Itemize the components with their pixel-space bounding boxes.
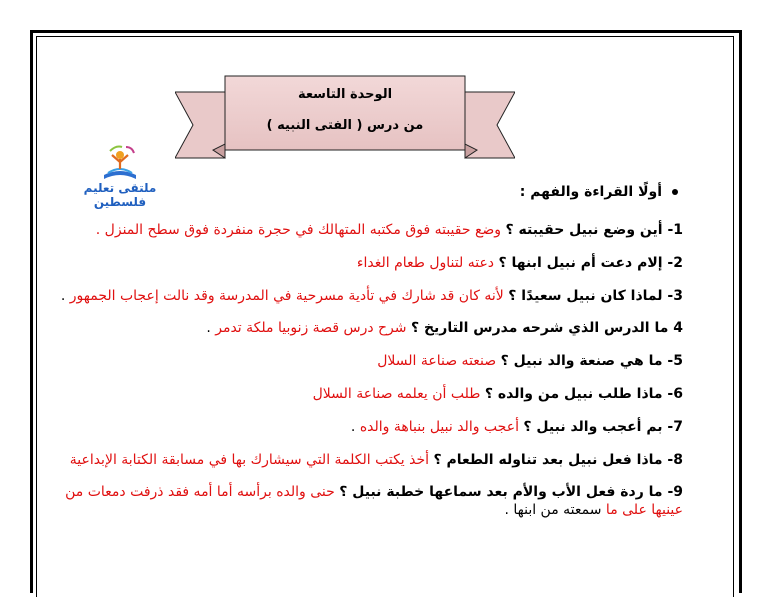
question-text: 3- لماذا كان نبيل سعيدًا ؟: [508, 287, 683, 304]
question-item: [50, 483, 683, 519]
question-item: [50, 418, 683, 436]
unit-title: الوحدة التاسعة: [297, 87, 393, 102]
site-logo: [60, 143, 180, 209]
answer-text: صنعته صناعة السلال: [377, 353, 497, 370]
lesson-subtitle: من درس ( الفتى النبيه ): [266, 118, 424, 133]
question-text: 5- ما هي صنعة والد نبيل ؟: [500, 353, 683, 370]
question-text: 7- بم أعجب والد نبيل ؟: [523, 418, 683, 435]
ribbon-banner-shape: [175, 58, 515, 168]
book-with-person-logo-icon: [60, 143, 180, 183]
question-text: 9- ما ردة فعل الأب والأم بعد سماعها خطبة نبيل ؟: [339, 484, 683, 501]
question-text: 8- ماذا فعل نبيل بعد تناوله الطعام ؟: [433, 451, 683, 468]
question-item: [50, 221, 683, 239]
question-text: 4 ما الدرس الذي شرحه مدرس التاريخ ؟: [410, 320, 683, 337]
answer-text: وضع حقيبته فوق مكتبه المتهالك في حجرة منفردة فوق سطح المنزل .: [95, 222, 502, 238]
answer-tail: .: [206, 320, 216, 337]
questions-list: [50, 221, 683, 534]
question-text: 1- أين وضع نبيل حقيبته ؟: [505, 222, 683, 238]
title-banner: [175, 58, 515, 168]
answer-text: طلب أن يعلمه صناعة السلال: [312, 385, 481, 402]
logo-text: ملتقى تعليم فلسطين: [83, 181, 157, 209]
question-item: [50, 451, 683, 469]
answer-text: شرح درس قصة زنوبيا ملكة تدمر: [215, 320, 407, 337]
answer-text: أعجب والد نبيل بنباهة والده: [359, 418, 519, 435]
question-text: 6- ماذا طلب نبيل من والده ؟: [484, 385, 683, 402]
question-item: [50, 254, 683, 272]
answer-text: لأنه كان قد شارك في تأدية مسرحية في المدرسة وقد نالت إعجاب الجمهور: [69, 287, 504, 304]
bullet-icon: [672, 189, 678, 195]
answer-text: أخذ يكتب الكلمة التي سيشارك بها في مسابقة الكتابة الإبداعية: [69, 451, 430, 468]
answer-tail: .: [350, 418, 360, 435]
answer-tail: سمعته من ابنها .: [504, 502, 606, 519]
section-heading-text: أولًا القراءة والفهم :: [519, 184, 662, 200]
question-item: [50, 385, 683, 403]
section-heading: [520, 184, 678, 200]
question-item: [50, 352, 683, 370]
question-item: [50, 287, 683, 305]
answer-text: حنى والده برأسه أما أمه فقد ذرفت دمعات من عينيها على ما: [65, 484, 683, 519]
question-text: 2- إلام دعت أم نبيل ابنها ؟: [498, 254, 683, 271]
question-item: [50, 319, 683, 337]
answer-tail: .: [60, 287, 70, 304]
answer-text: دعته لتناول طعام الغداء: [356, 254, 495, 271]
